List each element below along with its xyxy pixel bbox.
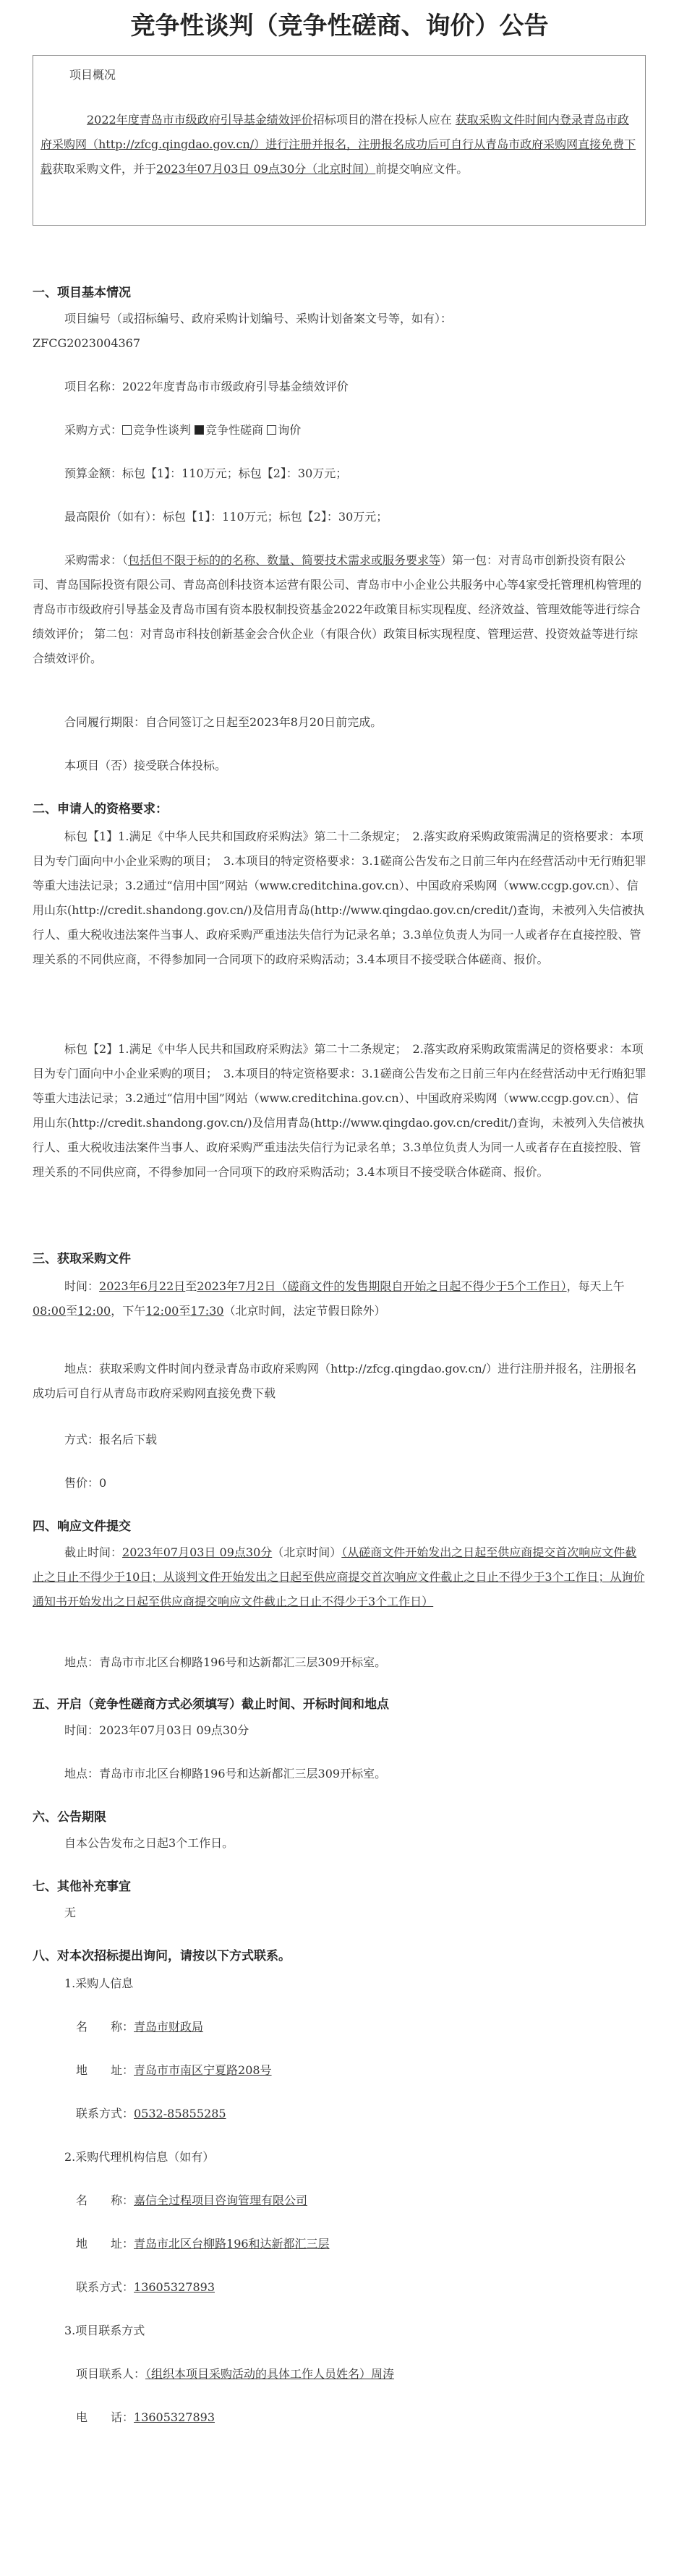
buyer-name: 青岛市财政局	[134, 2020, 204, 2034]
section-2-heading: 二、申请人的资格要求：	[33, 802, 168, 816]
section-8-heading: 八、对本次招标提出询问，请按以下方式联系。	[33, 1949, 291, 1963]
project-overview-box	[33, 55, 646, 226]
section-7-heading: 七、其他补充事宜	[33, 1880, 131, 1894]
overview-text: 2022年度青岛市市级政府引导基金绩效评价招标项目的潜在投标人应在 获取采购文件时间内登录青岛市政府采购网（http://zfcg.qingdao.gov.cn/）进行注册并报名，注册报名成功后可自行从青岛市政府采购网直接免费下载获取采购文件，并于2023年07月03日 09点30分（北京时间）前提交响应文件。	[40, 113, 636, 176]
overview-register-link[interactable]: 获取采购文件时间内登录青岛市政府采购网（http://zfcg.qingdao.gov.cn/）进行注册并报名，注册报名成功后可自行从青岛市政府采购网直接免费下载	[40, 113, 636, 176]
section-1-heading: 一、项目基本情况	[33, 286, 131, 300]
agent-phone-row: 联系方式：13605327893	[76, 2280, 215, 2294]
agent-heading: 2.采购代理机构信息（如有）	[64, 2150, 215, 2164]
project-number: ZFCG2023004367	[33, 336, 141, 350]
buyer-phone: 0532-85855285	[134, 2107, 226, 2120]
buyer-heading: 1.采购人信息	[64, 1976, 134, 1990]
max-price: 最高限价（如有）：标包【1】：110万元；标包【2】：30万元；	[64, 510, 388, 524]
project-contact-heading: 3.项目联系方式	[64, 2324, 145, 2337]
opening-time: 时间：2023年07月03日 09点30分	[64, 1723, 249, 1737]
agent-address: 青岛市北区台柳路196和达新都汇三层	[134, 2237, 330, 2251]
other-matters: 无	[64, 1906, 77, 1919]
agent-name: 嘉信全过程项目咨询管理有限公司	[134, 2193, 308, 2207]
section-5-heading: 五、开启（竞争性磋商方式必须填写）截止时间、开标时间和地点	[33, 1697, 389, 1712]
document-time: 时间：2023年6月22日至2023年7月2日（磋商文件的发售期限自开始之日起不得少于5个工作日），每天上午08:00至12:00，下午12:00至17:30（北京时间，法定节假日除外）	[33, 1279, 625, 1318]
document-way: 方式：报名后下载	[64, 1433, 158, 1446]
agent-address-row: 地 址：青岛市北区台柳路196和达新都汇三层	[76, 2237, 330, 2251]
budget-amount: 预算金额：标包【1】：110万元；标包【2】：30万元；	[64, 466, 348, 480]
project-phone-row: 电 话：13605327893	[76, 2410, 215, 2424]
contract-period: 合同履行期限：自合同签订之日起至2023年8月20日前完成。	[64, 715, 383, 729]
project-contact-person: （组织本项目采购活动的具体工作人员姓名）周涛	[145, 2367, 395, 2381]
project-number-label: 项目编号（或招标编号、政府采购计划编号、采购计划备案文号等，如有）：	[64, 312, 453, 325]
consortium-note: 本项目（否）接受联合体投标。	[64, 759, 227, 772]
overview-heading: 项目概况	[69, 68, 116, 82]
document-price: 售价：0	[64, 1476, 107, 1490]
submission-deadline: 截止时间：2023年07月03日 09点30分（北京时间）（从磋商文件开始发出之日起至供应商提交首次响应文件截止之日止不得少于10日；从谈判文件开始发出之日起至供应商提交首次响应文件截止之日止不得少于3个工作日；从询价通知书开始发出之日起至供应商提交响应文件截止之日止不得少于3个工作日）	[33, 1545, 645, 1608]
submission-place: 地点：青岛市市北区台柳路196号和达新都汇三层309开标室。	[64, 1655, 387, 1669]
document-place: 地点：获取采购文件时间内登录青岛市政府采购网（http://zfcg.qingdao.gov.cn/）进行注册并报名，注册报名成功后可自行从青岛市政府采购网直接免费下载	[33, 1362, 637, 1400]
procurement-method: 采购方式： 竞争性谈判 竞争性磋商 询价	[64, 423, 302, 437]
section-3-heading: 三、获取采购文件	[33, 1252, 131, 1266]
overview-project-name: 2022年度青岛市市级政府引导基金绩效评价	[87, 113, 313, 127]
project-phone: 13605327893	[134, 2410, 215, 2424]
project-name: 项目名称：2022年度青岛市市级政府引导基金绩效评价	[64, 380, 349, 393]
procurement-needs: 采购需求：（包括但不限于标的的名称、数量、简要技术需求或服务要求等）第一包：对青岛市创新投资有限公司、青岛国际投资有限公司、青岛高创科技资本运营有限公司、青岛市中小企业公共服务中心等4家受托管理机构管理的青岛市市级政府引导基金及青岛市国有资本股权制投资基金2022年政策目标实现程度、经济效益、管理效能等进行综合绩效评价； 第二包：对青岛市科技创新基金会合伙企业（有限合伙）政策目标实现程度、管理运营、投资效益等进行综合绩效评价。	[33, 553, 642, 665]
buyer-address-row: 地 址：青岛市市南区宁夏路208号	[76, 2063, 272, 2077]
method-negotiation-checkbox[interactable]	[122, 425, 132, 435]
section-4-heading: 四、响应文件提交	[33, 1519, 131, 1534]
method-inquiry-checkbox[interactable]	[267, 425, 276, 435]
overview-deadline: 2023年07月03日 09点30分（北京时间）	[156, 162, 376, 176]
opening-place: 地点：青岛市市北区台柳路196号和达新都汇三层309开标室。	[64, 1767, 387, 1780]
project-contact-row: 项目联系人：（组织本项目采购活动的具体工作人员姓名）周涛	[76, 2367, 395, 2381]
qualification-lot-2: 标包【2】1.满足《中华人民共和国政府采购法》第二十二条规定； 2.落实政府采购政策需满足的资格要求：本项目为专门面向中小企业采购的项目； 3.本项目的特定资格要求：3.1磋商公告发布之日前三年内在经营活动中无行贿犯罪等重大违法记录；3.2通过“信用中国”网站（www.creditchina.gov.cn）、中国政府采购网（www.ccgp.gov.cn）、信用山东(http://credit.shandong.gov.cn/)及信用青岛(http://www.qingdao.gov.cn/credit/)查询，未被列入失信被执行人、重大税收违法案件当事人、政府采购严重违法失信行为记录名单；3.3单位负责人为同一人或者存在直接控股、管理关系的不同供应商，不得参加同一合同项下的政府采购活动；3.4本项目不接受联合体磋商、报价。	[33, 1042, 646, 1179]
buyer-name-row: 名 称：青岛市财政局	[76, 2020, 204, 2034]
buyer-phone-row: 联系方式：0532-85855285	[76, 2107, 226, 2120]
agent-phone: 13605327893	[134, 2280, 215, 2294]
method-consultation-checkbox[interactable]	[195, 425, 204, 435]
qualification-lot-1: 标包【1】1.满足《中华人民共和国政府采购法》第二十二条规定； 2.落实政府采购政策需满足的资格要求：本项目为专门面向中小企业采购的项目； 3.本项目的特定资格要求：3.1磋商公告发布之日前三年内在经营活动中无行贿犯罪等重大违法记录；3.2通过“信用中国”网站（www.creditchina.gov.cn）、中国政府采购网（www.ccgp.gov.cn）、信用山东(http://credit.shandong.gov.cn/)及信用青岛(http://www.qingdao.gov.cn/credit/)查询，未被列入失信被执行人、重大税收违法案件当事人、政府采购严重违法失信行为记录名单；3.3单位负责人为同一人或者存在直接控股、管理关系的不同供应商，不得参加同一合同项下的政府采购活动；3.4本项目不接受联合体磋商、报价。	[33, 829, 646, 966]
page-title: 竞争性谈判（竞争性磋商、询价）公告	[130, 12, 549, 40]
buyer-address: 青岛市市南区宁夏路208号	[134, 2063, 272, 2077]
agent-name-row: 名 称：嘉信全过程项目咨询管理有限公司	[76, 2193, 308, 2207]
announcement-period: 自本公告发布之日起3个工作日。	[64, 1836, 234, 1850]
section-6-heading: 六、公告期限	[33, 1810, 106, 1825]
